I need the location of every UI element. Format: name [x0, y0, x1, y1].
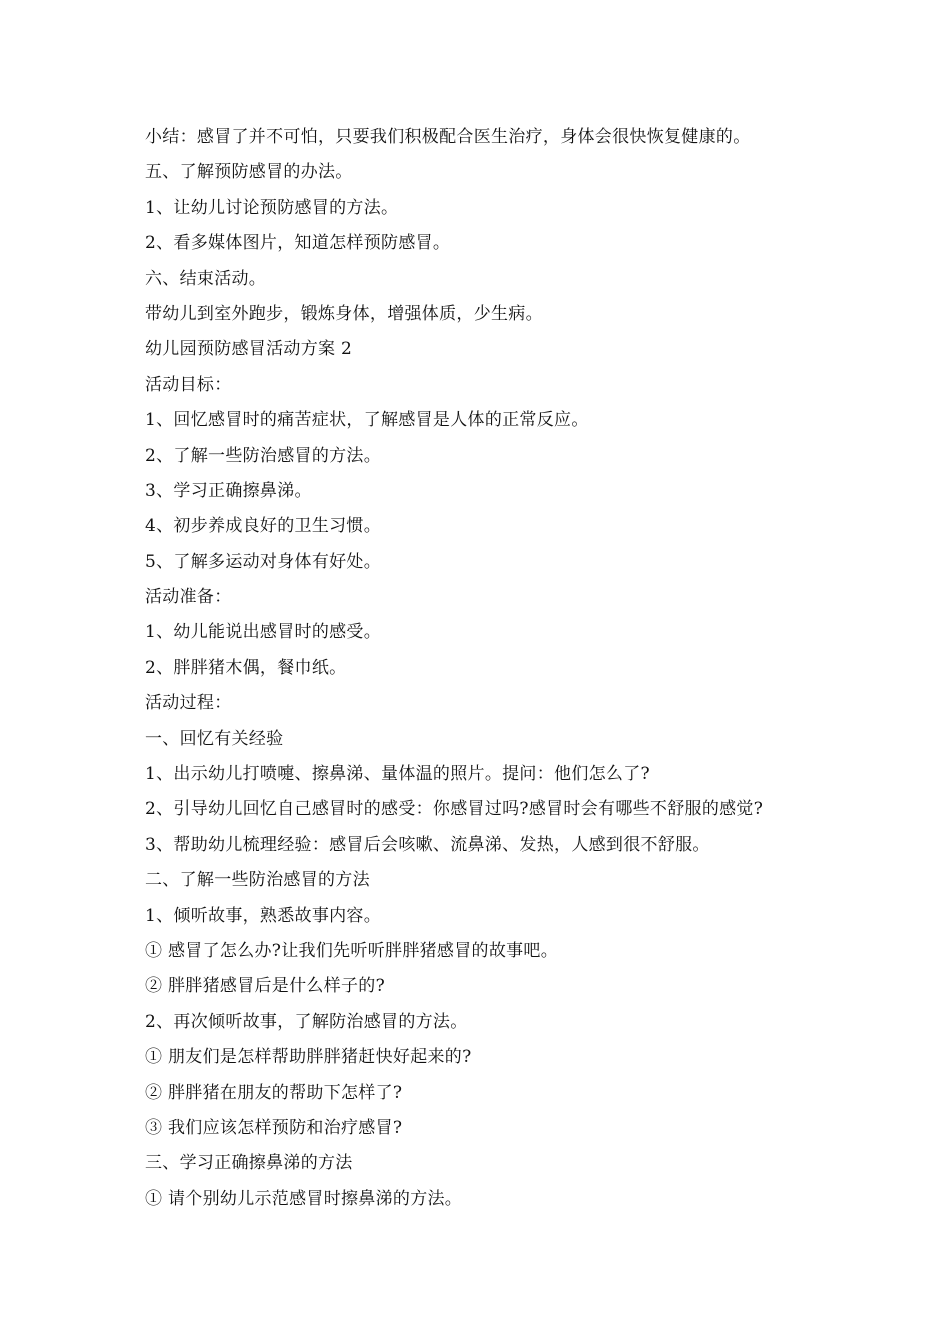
sub-list-item: ③ 我们应该怎样预防和治疗感冒? — [145, 1117, 403, 1138]
section-heading: 二、了解一些防治感冒的方法 — [145, 870, 370, 891]
list-item: 1、出示幼儿打喷嚏、擦鼻涕、量体温的照片。提问：他们怎么了? — [145, 764, 650, 785]
list-item: 2、看多媒体图片，知道怎样预防感冒。 — [145, 233, 451, 254]
section-label: 活动目标： — [145, 374, 232, 395]
section-heading: 五、了解预防感冒的办法。 — [145, 162, 353, 183]
list-item: 1、幼儿能说出感冒时的感受。 — [145, 622, 382, 643]
list-item: 3、帮助幼儿梳理经验：感冒后会咳嗽、流鼻涕、发热，人感到很不舒服。 — [145, 834, 710, 855]
list-item: 2、了解一些防治感冒的方法。 — [145, 445, 382, 466]
list-item: 1、倾听故事，熟悉故事内容。 — [145, 905, 382, 926]
list-item: 4、初步养成良好的卫生习惯。 — [145, 516, 382, 537]
plan-title: 幼儿园预防感冒活动方案 2 — [145, 339, 353, 360]
section-heading: 三、学习正确擦鼻涕的方法 — [145, 1153, 353, 1174]
list-item: 2、再次倾听故事，了解防治感冒的方法。 — [145, 1011, 468, 1032]
sub-list-item: ① 感冒了怎么办?让我们先听听胖胖猪感冒的故事吧。 — [145, 940, 559, 961]
list-item: 3、学习正确擦鼻涕。 — [145, 480, 312, 501]
document-body — [145, 120, 825, 1217]
paragraph: 带幼儿到室外跑步，锻炼身体，增强体质，少生病。 — [145, 303, 543, 324]
sub-list-item: ② 胖胖猪在朋友的帮助下怎样了? — [145, 1082, 403, 1103]
section-heading: 一、回忆有关经验 — [145, 728, 284, 749]
list-item: 2、引导幼儿回忆自己感冒时的感受：你感冒过吗?感冒时会有哪些不舒服的感觉? — [145, 799, 764, 820]
sub-list-item: ② 胖胖猪感冒后是什么样子的? — [145, 976, 386, 997]
sub-list-item: ① 请个别幼儿示范感冒时擦鼻涕的方法。 — [145, 1188, 463, 1209]
summary-line: 小结：感冒了并不可怕，只要我们积极配合医生治疗，身体会很快恢复健康的。 — [145, 127, 751, 147]
list-item: 1、回忆感冒时的痛苦症状，了解感冒是人体的正常反应。 — [145, 410, 589, 431]
list-item: 1、让幼儿讨论预防感冒的方法。 — [145, 197, 399, 218]
section-label: 活动过程： — [145, 693, 232, 714]
list-item: 5、了解多运动对身体有好处。 — [145, 551, 382, 572]
section-label: 活动准备： — [145, 587, 232, 608]
sub-list-item: ① 朋友们是怎样帮助胖胖猪赶快好起来的? — [145, 1047, 472, 1068]
list-item: 2、胖胖猪木偶，餐巾纸。 — [145, 657, 347, 678]
section-heading: 六、结束活动。 — [145, 268, 267, 289]
